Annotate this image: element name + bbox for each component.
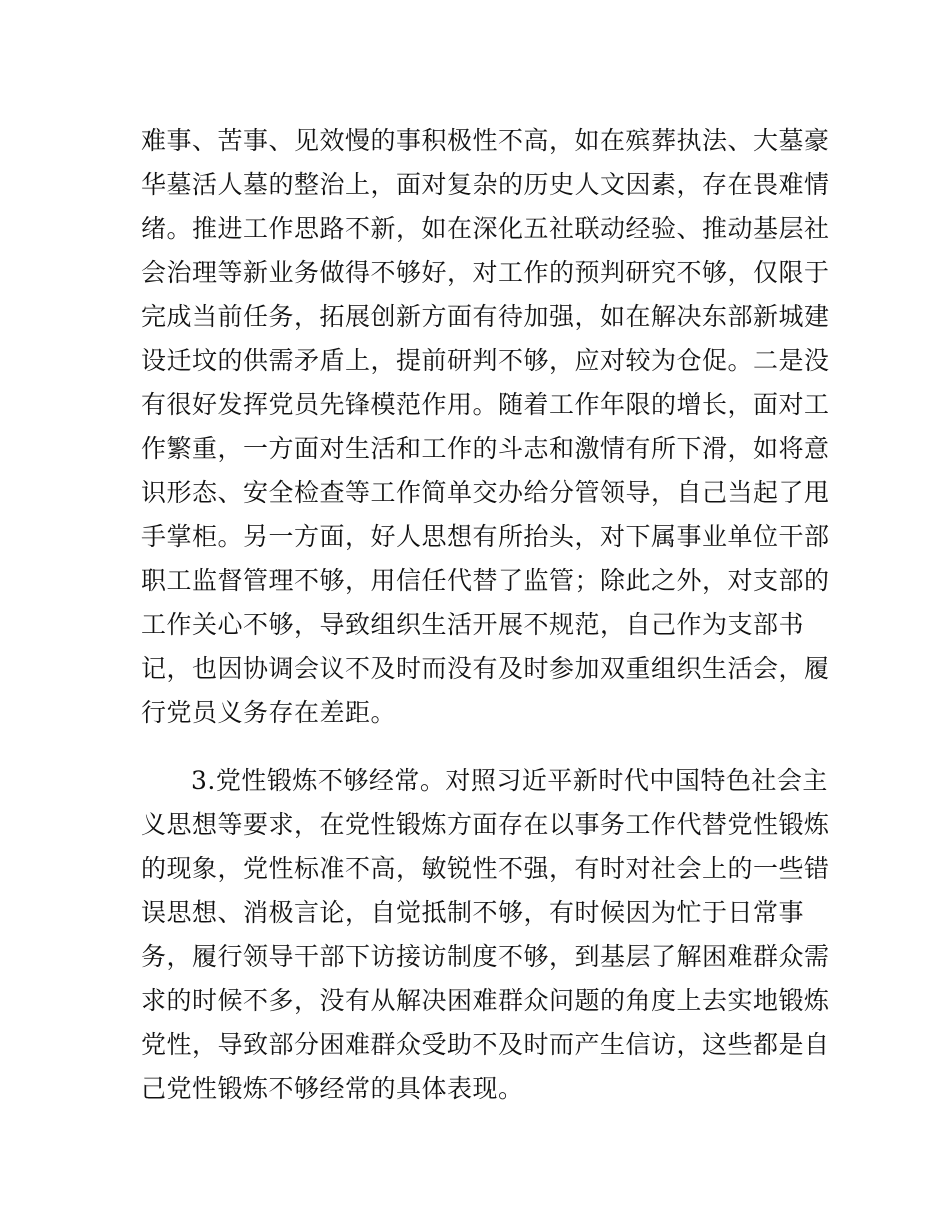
text-line: 求的时候不多，没有从解决困难群众问题的角度上去实地锻炼 xyxy=(141,986,830,1015)
text-line: 职工监督管理不够，用信任代替了监管；除此之外，对支部的 xyxy=(141,566,830,595)
text-line: 行党员义务存在差距。 xyxy=(141,698,397,727)
text-line: 的现象，党性标准不高，敏锐性不强，有时对社会上的一些错 xyxy=(141,854,830,883)
text-line: 手掌柜。另一方面，好人思想有所抬头，对下属事业单位干部 xyxy=(141,522,830,551)
text-line: 作繁重，一方面对生活和工作的斗志和激情有所下滑，如将意 xyxy=(141,434,830,463)
text-line: 绪。推进工作思路不新，如在深化五社联动经验、推动基层社 xyxy=(141,214,830,243)
text-line: 记，也因协调会议不及时而没有及时参加双重组织生活会，履 xyxy=(141,654,830,683)
text-line: 有很好发挥党员先锋模范作用。随着工作年限的增长，面对工 xyxy=(141,390,830,419)
text-line: 识形态、安全检查等工作简单交办给分管领导，自己当起了甩 xyxy=(141,478,830,507)
text-line: 党性，导致部分困难群众受助不及时而产生信访，这些都是自 xyxy=(141,1030,830,1059)
text-line: 己党性锻炼不够经常的具体表现。 xyxy=(141,1074,524,1103)
text-line: 难事、苦事、见效慢的事积极性不高，如在殡葬执法、大墓豪 xyxy=(141,126,830,155)
text-line: 误思想、消极言论，自觉抵制不够，有时候因为忙于日常事 xyxy=(141,898,805,927)
text-line: 务，履行领导干部下访接访制度不够，到基层了解困难群众需 xyxy=(141,942,830,971)
text-line: 设迁坟的供需矛盾上，提前研判不够，应对较为仓促。二是没 xyxy=(141,346,830,375)
text-line: 会治理等新业务做得不够好，对工作的预判研究不够，仅限于 xyxy=(141,258,830,287)
text-line: 完成当前任务，拓展创新方面有待加强，如在解决东部新城建 xyxy=(141,302,830,331)
text-line: 华墓活人墓的整治上，面对复杂的历史人文因素，存在畏难情 xyxy=(141,170,830,199)
text-line: 3.党性锻炼不够经常。对照习近平新时代中国特色社会主 xyxy=(191,766,828,795)
text-line: 义思想等要求，在党性锻炼方面存在以事务工作代替党性锻炼 xyxy=(141,810,830,839)
text-line: 工作关心不够，导致组织生活开展不规范，自己作为支部书 xyxy=(141,610,805,639)
